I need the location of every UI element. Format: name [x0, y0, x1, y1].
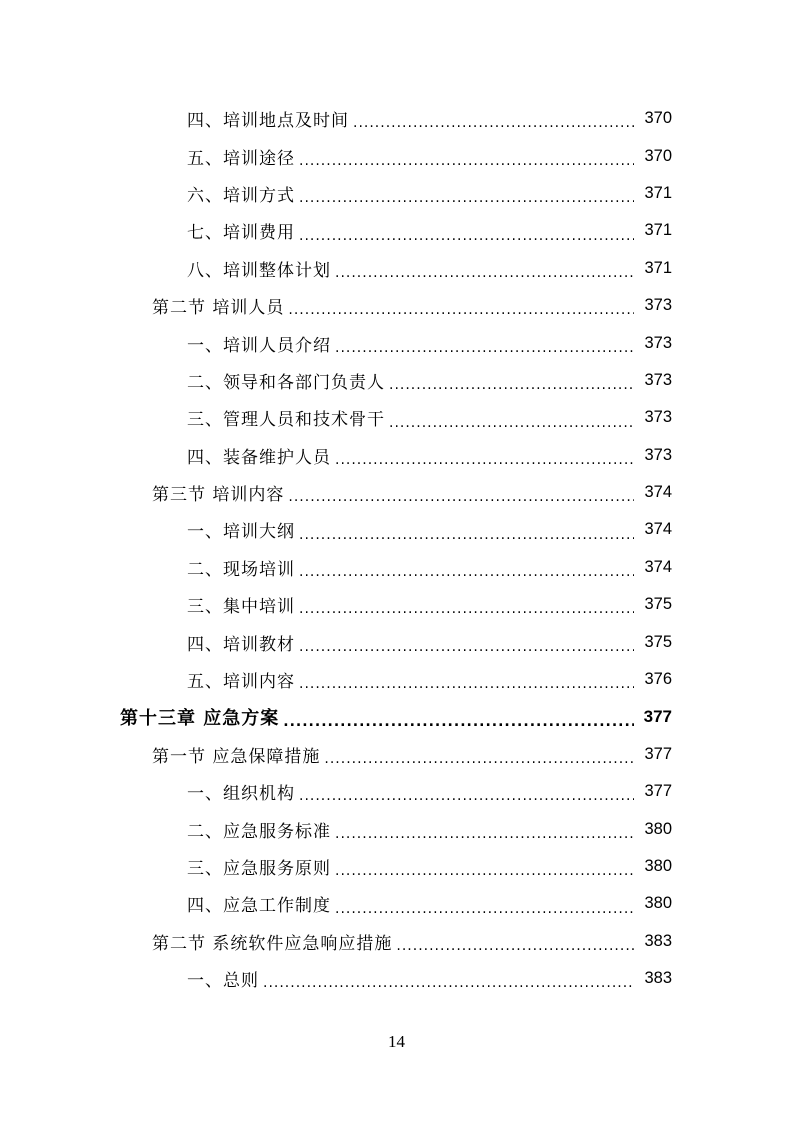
- toc-entry-label: 四、装备维护人员: [187, 447, 331, 468]
- toc-entry[interactable]: [0, 661, 793, 698]
- toc-entry-label: 第二节 系统软件应急响应措施: [152, 933, 393, 954]
- dot-leader: [353, 116, 634, 137]
- toc-entry-page: 380: [644, 857, 672, 875]
- toc-entry-page: 370: [644, 109, 672, 128]
- toc-entry-label: 二、现场培训: [187, 559, 295, 580]
- toc-entry-label: 第一节 应急保障措施: [152, 746, 321, 767]
- toc-entry-page: 370: [644, 146, 672, 165]
- toc-entry-subsection[interactable]: [0, 287, 793, 324]
- toc-entry-label: 一、总则: [187, 971, 259, 992]
- toc-entry[interactable]: [0, 100, 793, 137]
- dot-leader: [396, 939, 634, 960]
- dot-leader: [299, 565, 634, 586]
- toc-entry-page: 380: [644, 819, 672, 838]
- toc-entry-page: 383: [644, 969, 672, 988]
- toc-entry-page: 375: [644, 595, 672, 614]
- toc-entry[interactable]: [0, 848, 793, 885]
- toc-entry-label: 第二节 培训人员: [152, 298, 285, 319]
- toc-entry-page: 373: [644, 296, 672, 315]
- toc-entry-label: 一、培训人员介绍: [187, 335, 331, 356]
- toc-entry-page: 377: [643, 706, 672, 726]
- toc-entry-subsection[interactable]: [0, 736, 793, 773]
- dot-leader: [283, 715, 634, 736]
- toc-entry[interactable]: [0, 212, 793, 249]
- toc-entry[interactable]: [0, 399, 793, 436]
- dot-leader: [299, 602, 634, 623]
- dot-leader: [288, 303, 634, 324]
- toc-entry[interactable]: [0, 885, 793, 922]
- toc-entry-page: 373: [644, 370, 672, 389]
- dot-leader: [324, 752, 634, 773]
- toc-entry-subsection[interactable]: [0, 474, 793, 511]
- dot-leader: [299, 640, 634, 661]
- dot-leader: [335, 266, 634, 287]
- dot-leader: [299, 229, 634, 250]
- toc-entry[interactable]: [0, 362, 793, 399]
- toc-entry-page: 380: [644, 894, 672, 913]
- toc-entry-page: 373: [644, 408, 672, 427]
- toc-entry-page: 371: [644, 258, 672, 277]
- dot-leader: [299, 191, 634, 212]
- toc-entry-page: 371: [644, 183, 672, 202]
- dot-leader: [335, 902, 634, 923]
- toc-entry-label: 四、培训地点及时间: [187, 111, 349, 132]
- toc-entry-page: 374: [644, 483, 672, 502]
- toc-entry-label: 一、培训大纲: [187, 522, 295, 543]
- dot-leader: [288, 490, 634, 511]
- toc-entry-page: 377: [644, 782, 672, 801]
- toc-entry-label: 三、集中培训: [187, 597, 295, 618]
- toc-entry[interactable]: [0, 623, 793, 660]
- dot-leader: [335, 453, 634, 474]
- dot-leader: [335, 864, 634, 885]
- table-of-contents: [0, 100, 793, 997]
- toc-entry-page: 371: [644, 221, 672, 240]
- toc-entry-label: 四、应急工作制度: [187, 896, 331, 917]
- toc-entry[interactable]: [0, 250, 793, 287]
- toc-entry-page: 377: [644, 744, 672, 763]
- dot-leader: [299, 677, 634, 698]
- toc-entry-label: 五、培训内容: [187, 672, 295, 693]
- toc-entry-page: 383: [644, 931, 672, 950]
- dot-leader: [299, 789, 634, 810]
- page-number: 14: [388, 1032, 405, 1051]
- toc-entry-page: 373: [644, 333, 672, 352]
- toc-entry[interactable]: [0, 324, 793, 361]
- toc-entry-page: 374: [644, 520, 672, 539]
- toc-entry-page: 376: [644, 670, 672, 689]
- toc-entry-page: 373: [644, 445, 672, 464]
- dot-leader: [299, 528, 634, 549]
- toc-entry-label: 三、管理人员和技术骨干: [187, 410, 385, 431]
- toc-entry-label: 三、应急服务原则: [187, 859, 331, 879]
- dot-leader: [389, 378, 634, 399]
- dot-leader: [263, 976, 634, 997]
- toc-entry[interactable]: [0, 773, 793, 810]
- toc-entry-page: 374: [644, 557, 672, 576]
- toc-entry-label: 二、领导和各部门负责人: [187, 372, 385, 393]
- toc-entry-page: 375: [644, 632, 672, 651]
- toc-entry-label: 六、培训方式: [187, 185, 295, 206]
- dot-leader: [335, 827, 634, 848]
- toc-entry-label: 第三节 培训内容: [152, 485, 285, 506]
- dot-leader: [299, 154, 634, 175]
- toc-entry[interactable]: [0, 586, 793, 623]
- toc-entry-label: 一、组织机构: [187, 784, 295, 805]
- toc-entry-label: 第十三章 应急方案: [120, 707, 280, 729]
- toc-entry[interactable]: [0, 960, 793, 997]
- toc-entry-label: 五、培训途径: [187, 148, 295, 169]
- toc-entry[interactable]: [0, 437, 793, 474]
- toc-entry-subsection[interactable]: [0, 923, 793, 960]
- toc-entry[interactable]: [0, 549, 793, 586]
- toc-entry[interactable]: [0, 175, 793, 212]
- toc-entry-chapter[interactable]: [0, 698, 793, 735]
- dot-leader: [389, 416, 634, 437]
- toc-entry[interactable]: [0, 810, 793, 847]
- toc-entry[interactable]: [0, 137, 793, 174]
- toc-entry[interactable]: [0, 511, 793, 548]
- toc-entry-label: 七、培训费用: [187, 223, 295, 244]
- dot-leader: [335, 341, 634, 362]
- toc-entry-label: 二、应急服务标准: [187, 821, 331, 842]
- toc-entry-label: 四、培训教材: [187, 634, 295, 655]
- toc-entry-label: 八、培训整体计划: [187, 260, 331, 281]
